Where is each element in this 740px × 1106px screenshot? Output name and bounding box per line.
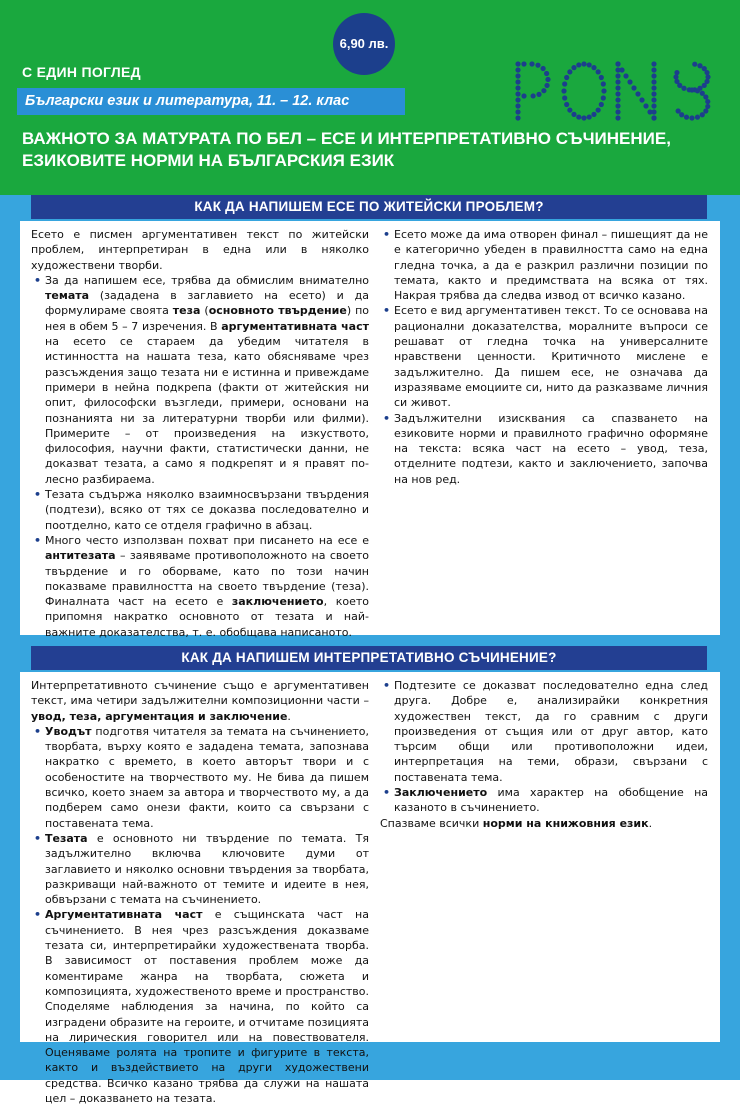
subject-bar: Български език и литература, 11. – 12. клас <box>17 88 405 115</box>
essay-bullet-6: • Задължителни изисквания са спазването на езиковите норми и правилното графично оформяне на текста: всяка част на есето – увод, теза, отделните подтези, както и заключението, започва на нов ред. <box>394 411 708 487</box>
essay-bullet-5: • Есето е вид аргументативен текст. То се основава на рационални доказателства, моралните въпроси се решават от гледна точка на универсалните нравствени ценности. Критичното мислене е задължително. Да пишем есе, не означава да изразяваме емоциите си, нито да разказваме личния си живот. <box>394 303 708 410</box>
interpretive-column-right <box>380 678 708 831</box>
essay-column-right <box>380 227 708 487</box>
series-label: С ЕДИН ПОГЛЕД <box>22 64 141 80</box>
main-title-line-2: ЕЗИКОВИТЕ НОРМИ НА БЪЛГАРСКИЯ ЕЗИК <box>22 151 395 170</box>
essay-bullet-4: • Есето може да има отворен финал – пишещият да не е категорично убеден в правилността само на една гледна точка, а да е разкрил различни позиции по темата, както и предимствата на всяка от тях. Накрая трябва да следва извод от всичко казано. <box>394 227 708 303</box>
panel-essay <box>20 221 720 639</box>
section-heading-essay: КАК ДА НАПИШЕМ ЕСЕ ПО ЖИТЕЙСКИ ПРОБЛЕМ? <box>31 195 707 219</box>
interpretive-closing: Спазваме всички норми на книжовния език. <box>380 816 653 830</box>
panel-interpretive <box>20 672 720 1106</box>
essay-intro: Есето е писмен аргументативен текст по житейски проблем, интерпретиран в една или в няколко художествени творби. <box>31 228 369 272</box>
interpretive-intro: Интерпретативното съчинение също е аргументативен текст, има четири задължителни композиционни части – увод, теза, аргументация и заключение. <box>31 679 369 723</box>
main-title <box>22 128 722 172</box>
interpretive-bullet-subtheses: • Подтезите се доказват последователно една след друга. Добре е, анализирайки конкретния художествен текст, да го сравним с други произведения от същия или от друг автор, като търсим общи или противоположни идеи, интерпретация на теми, образи, свързани с поставената тема. <box>394 678 708 785</box>
pons-logo <box>512 58 717 124</box>
interpretive-bullet-thesis: • Тезата е основното ни твърдение по темата. Тя задължително включва ключовите думи от заглавието и няколко основни твърдения за творбата, разкриващи най-важното от темите и идеите в нея, обвързани с темата на съчинението. <box>45 831 369 907</box>
interpretive-bullet-conclusion: • Заключението има характер на обобщение на казаното в съчинението. <box>394 785 708 816</box>
essay-column-left <box>31 227 369 640</box>
essay-bullet-1: • За да напишем есе, трябва да обмислим внимателно темата (зададена в заглавието на есето) и да формулираме своята теза (основното твърдение) по нея в обем 5 – 7 изречения. В аргументативната част на есето се стараем да убедим читателя в истинността на нашата теза, като обясняваме чрез разсъждения защо тезата ни е истинна и привеждаме примери в нейна подкрепа (факти от житейския ни опит, философски възгледи, примери, основани на познанията ни за литературни творби или филми). Примерите – от произведения на изкуството, философия, научни факти, статистически данни, не доказват тезата, а само я подкрепят и я правят по-лесно разбираема. <box>45 273 369 487</box>
interpretive-bullet-argument: • Аргументативната част е същинската част на съчинението. В нея чрез разсъждения доказваме тезата си, интерпретирайки художествената творба. В зависимост от поставения проблем може да коментираме жанра на творбата, сюжета и композицията, художественото време и пространство. Споделяме наблюдения за начина, по който са изградени образите на героите, и отчитаме позицията на лирическия говорител или на повествователя. Оценяваме ролята на тропите и фигурите в текста, както и въздействието на други художествени средства. Всичко казано трябва да служи на нашата цел – доказването на тезата. <box>45 907 369 1106</box>
interpretive-bullet-intro: • Уводът подготвя читателя за темата на съчинението, творбата, върху която е зададена темата, запознава накратко с времето, в което авторът твори и с особеностите на творчеството му. Не бива да пишем всичко, което знаем за автора и творчеството му, а да подберем само онези факти, които са свързани с поставената тема. <box>45 724 369 831</box>
essay-bullet-2: • Тезата съдържа няколко взаимносвързани твърдения (подтези), всяко от тях се доказва последователно и поотделно, като се отделя графично в абзац. <box>45 487 369 533</box>
essay-bullet-3: • Много често използван похват при писането на есе е антитезата – заявяваме противоположното на своето твърдение и го оборваме, като по този начин показваме правилността на своето твърдение (теза). Финалната част на есето е заключението, което припомня накратко основното от тезата и най-важните доказателства, т. е. обобщава написаното. <box>45 533 369 640</box>
main-title-line-1: ВАЖНОТО ЗА МАТУРАТА ПО БЕЛ – ЕСЕ И ИНТЕРПРЕТАТИВНО СЪЧИНЕНИЕ, <box>22 129 671 148</box>
interpretive-column-left <box>31 678 369 1106</box>
price-badge: 6,90 лв. <box>333 13 395 75</box>
section-heading-interpretive: КАК ДА НАПИШЕМ ИНТЕРПРЕТАТИВНО СЪЧИНЕНИЕ? <box>31 646 707 670</box>
